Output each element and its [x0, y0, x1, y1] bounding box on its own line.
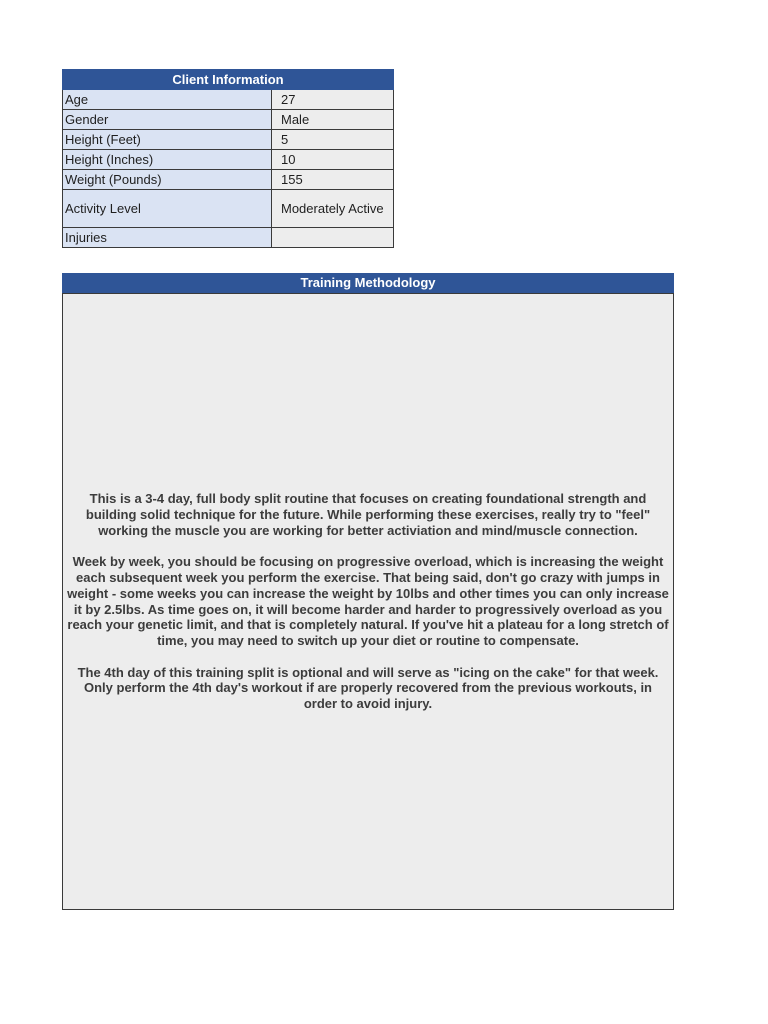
- height-inches-label: Height (Inches): [63, 150, 272, 170]
- height-inches-value[interactable]: 10: [272, 150, 394, 170]
- height-feet-label: Height (Feet): [63, 130, 272, 150]
- table-row: [63, 150, 394, 170]
- activity-level-value[interactable]: Moderately Active: [272, 190, 394, 228]
- training-methodology-title: Training Methodology: [62, 273, 674, 293]
- gender-value[interactable]: Male: [272, 110, 394, 130]
- table-row: [63, 130, 394, 150]
- weight-label: Weight (Pounds): [63, 170, 272, 190]
- age-value[interactable]: 27: [272, 90, 394, 110]
- methodology-paragraph-3: The 4th day of this training split is optional and will serve as "icing on the cake" for that week. Only perform the 4th day's workout if are properly recovered from the previous workouts, in order to avoid injury.: [77, 664, 659, 712]
- methodology-paragraph-1: This is a 3-4 day, full body split routine that focuses on creating foundational strength and building solid technique for the future. While performing these exercises, really try to "feel" working the muscle you are working for better activiation and mind/muscle connection.: [85, 490, 651, 538]
- training-methodology-body: [62, 293, 674, 910]
- client-information-title: Client Information: [63, 70, 394, 90]
- gender-label: Gender: [63, 110, 272, 130]
- table-row: [63, 190, 394, 228]
- activity-level-label: Activity Level: [63, 190, 272, 228]
- injuries-value[interactable]: [272, 228, 394, 248]
- height-feet-value[interactable]: 5: [272, 130, 394, 150]
- weight-value[interactable]: 155: [272, 170, 394, 190]
- injuries-label: Injuries: [63, 228, 272, 248]
- table-row: [63, 228, 394, 248]
- methodology-paragraph-2: Week by week, you should be focusing on progressive overload, which is increasing the weight each subsequent week you perform the exercise. That being said, don't go crazy with jumps in weight - some weeks you can increase the weight by 10lbs and other times you can only increase it by 2.5lbs. As time goes on, it will become harder and harder to progressively overload as you reach your genetic limit, and that is completely natural. If you've hit a plateau for a long stretch of time, you may need to switch up your diet or routine to compensate.: [67, 554, 669, 649]
- age-label: Age: [63, 90, 272, 110]
- methodology-text: [67, 491, 669, 712]
- table-row: [63, 110, 394, 130]
- table-row: [63, 170, 394, 190]
- table-row: [63, 90, 394, 110]
- training-methodology-section: [62, 273, 674, 910]
- client-information-table: [62, 69, 394, 248]
